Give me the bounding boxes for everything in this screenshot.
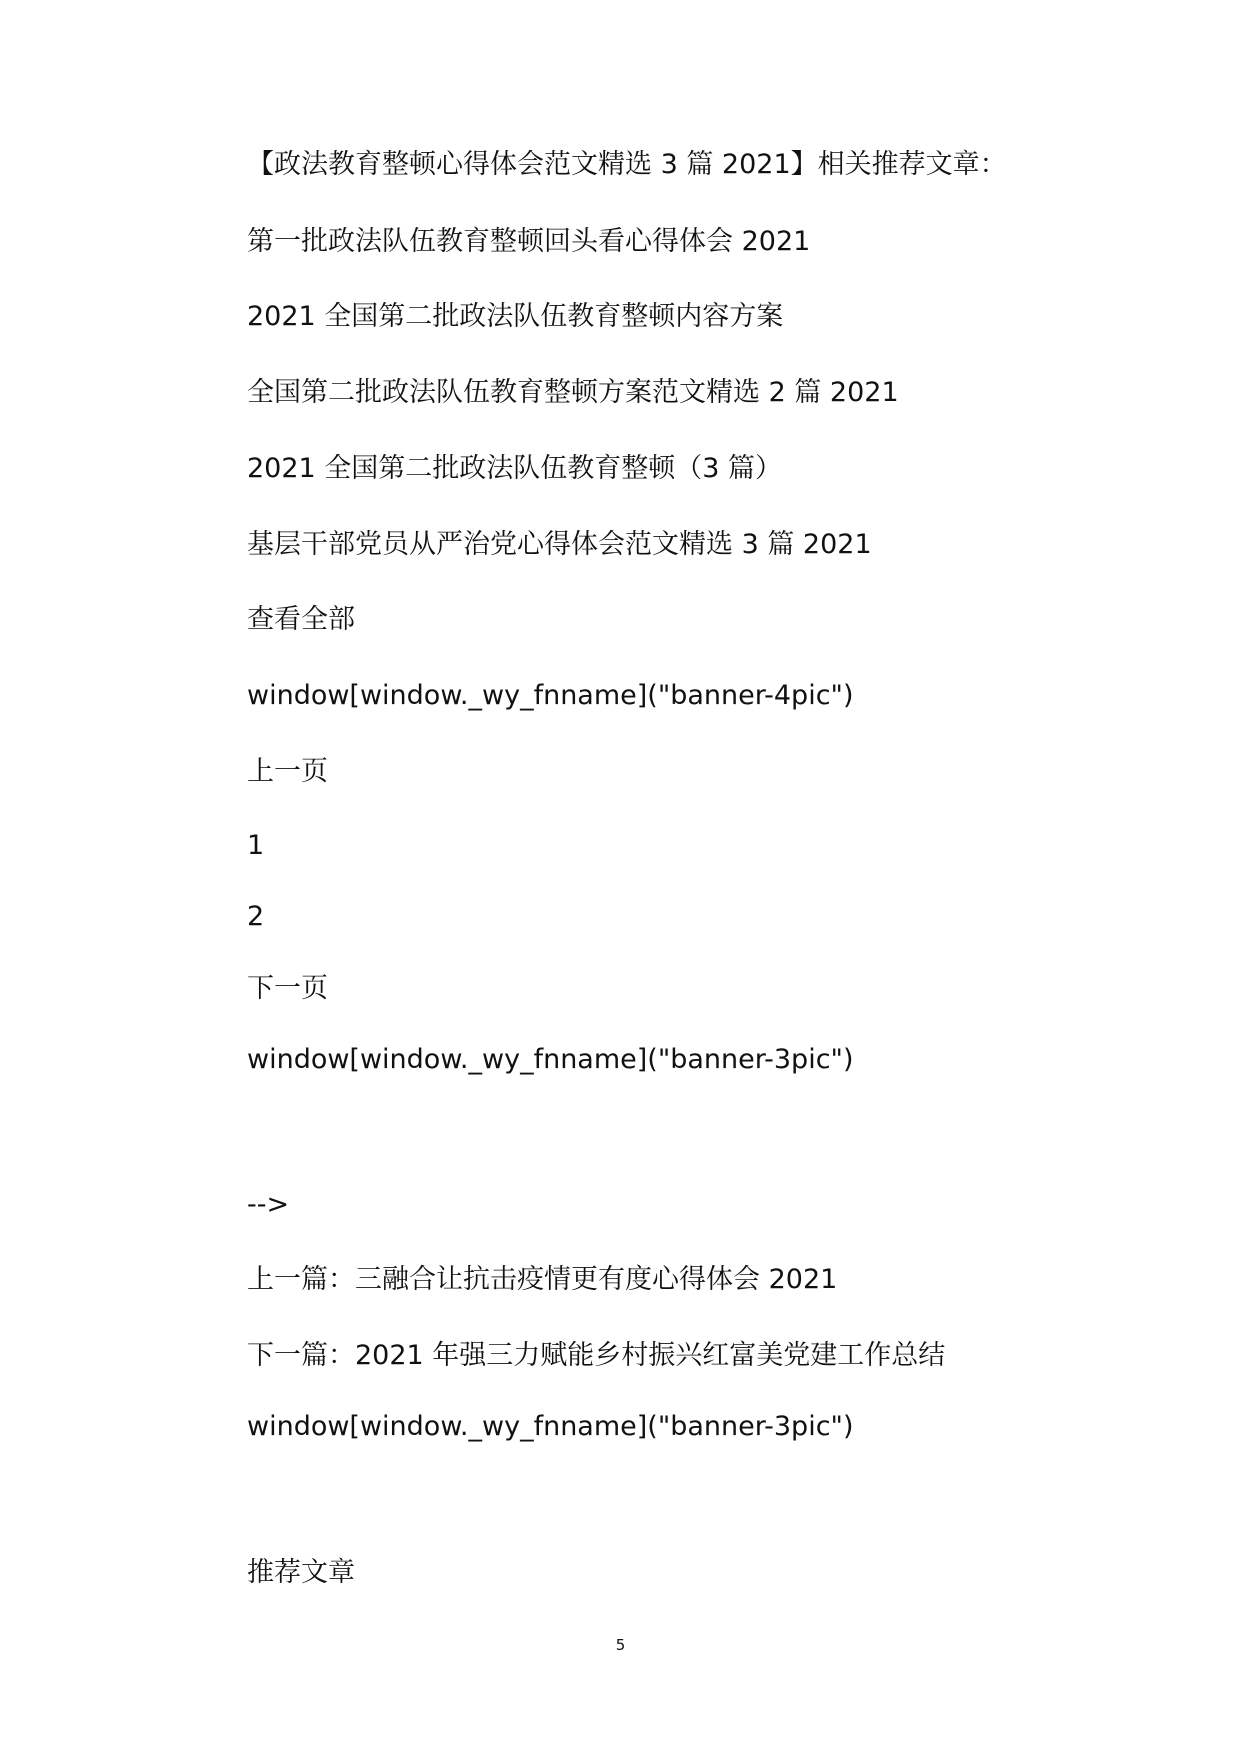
previous-article-link[interactable]: 上一篇：三融合让抗击疫情更有度心得体会 2021 [247, 1264, 838, 1295]
previous-page-link[interactable]: 上一页 [247, 756, 328, 787]
related-article-link[interactable]: 第一批政法队伍教育整顿回头看心得体会 2021 [247, 226, 811, 257]
next-page-link[interactable]: 下一页 [247, 973, 328, 1004]
next-article-link[interactable]: 下一篇：2021 年强三力赋能乡村振兴红富美党建工作总结 [247, 1340, 946, 1371]
script-text: window[window._wy_fnname]("banner-4pic") [247, 680, 854, 711]
related-article-link[interactable]: 2021 全国第二批政法队伍教育整顿（3 篇） [247, 453, 783, 484]
related-article-link[interactable]: 2021 全国第二批政法队伍教育整顿内容方案 [247, 301, 784, 332]
view-all-link[interactable]: 查看全部 [247, 604, 355, 635]
page-link-2[interactable]: 2 [247, 901, 265, 932]
page-number: 5 [615, 1636, 626, 1654]
page-link-1[interactable]: 1 [247, 830, 265, 861]
recommended-articles-heading: 推荐文章 [247, 1557, 355, 1588]
script-text: window[window._wy_fnname]("banner-3pic") [247, 1044, 854, 1075]
related-article-link[interactable]: 全国第二批政法队伍教育整顿方案范文精选 2 篇 2021 [247, 377, 899, 408]
related-article-link[interactable]: 基层干部党员从严治党心得体会范文精选 3 篇 2021 [247, 529, 872, 560]
script-text: window[window._wy_fnname]("banner-3pic") [247, 1411, 854, 1442]
related-articles-heading: 【政法教育整顿心得体会范文精选 3 篇 2021】相关推荐文章： [247, 149, 1007, 180]
comment-end-text: --> [247, 1189, 290, 1220]
